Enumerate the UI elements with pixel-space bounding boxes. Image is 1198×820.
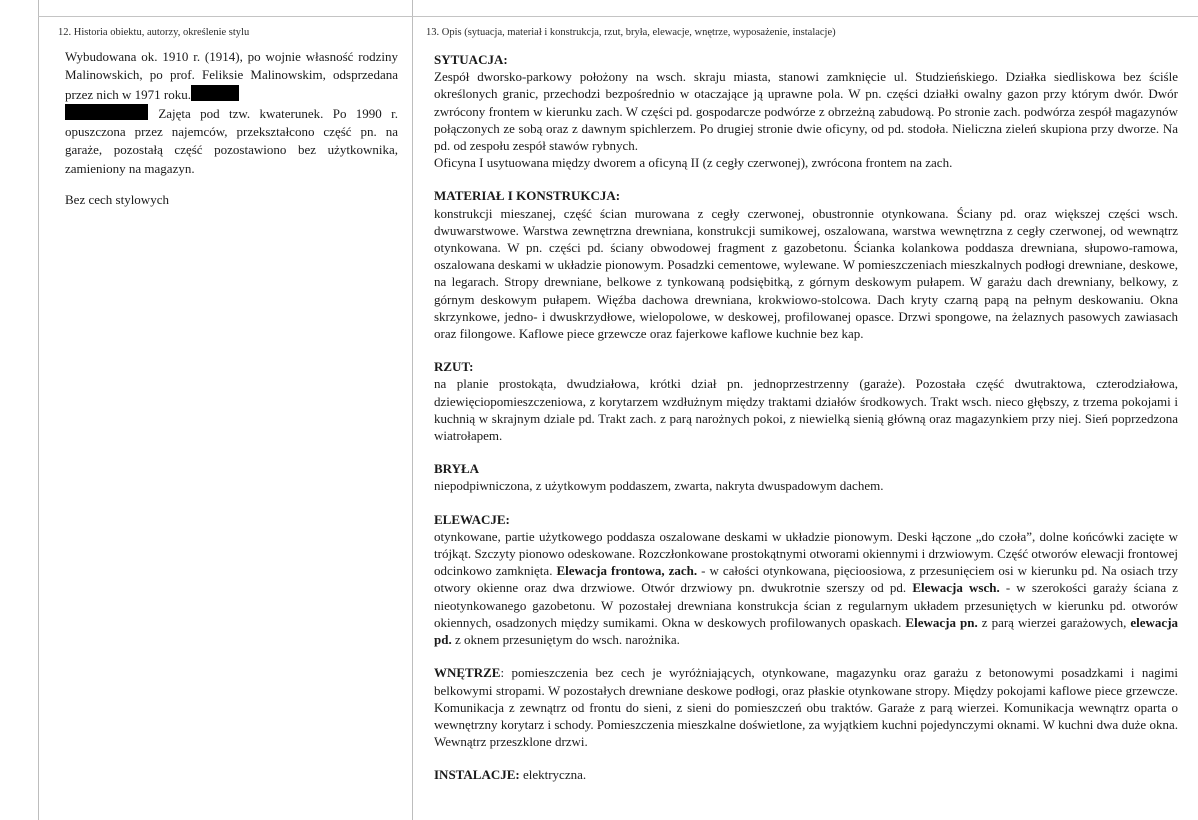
left-top-line	[38, 16, 413, 17]
bryla-heading: BRYŁA	[434, 461, 480, 477]
column-divider	[412, 0, 413, 820]
elewacje-part-1: otynkowane, partie użytkowego poddasza oszalowane deskami w układzie pionowym. Deski łączone „do czoła”, dolne końcówki zacięte w trójkąt. Szczyty pionowo odeskowane. Rozczłonkowane prostokątnymi otworami okiennymi i drzwiowym. Część otworów elewacji frontowej odcinkowo zamknięta.	[434, 528, 1178, 579]
material-text: konstrukcji mieszanej, część ścian murowana z cegły czerwonej, obustronnie otynkowana. Ściany pd. oraz większej części wsch. dwuwarstwowe. Warstwa zewnętrzna drewniana, konstrukcji sumikowej, oszalowana, warstwa wewnętrzna z cegły czerwonej, od wewnątrz otynkowana. W pn. części pd. ściany obwodowej fragment z gazobetonu. Ścianka kolankowa poddasza drewniana, słupowo-ramowa, oszalowana deskami w układzie pionowym. Posadzki cementowe, wylewane. W pomieszczeniach mieszkalnych podłogi drewniane, deskowe, na legarach. Stropy drewniane, belkowe z tynkowaną podsiębitką, z górnym deskowym pułapem. W garażu dach drewniany, belkowy, z górnym deskowym pułapem. Więźba dachowa drewniana, krokwiowo-stolcowa. Dach kryty czarną papą na pełnym deskowaniu. Okna skrzynkowe, jedno- i dwuskrzydłowe, wielopolowe, w deskowej, profilowanej opasce. Drzwi spongowe, na żelaznych pasowych zawiasach oraz filongowe. Kaflowe piece grzewcze oraz fajerkowe kaflowe kuchnie bez kap.	[434, 205, 1178, 342]
rzut-heading: RZUT:	[434, 359, 474, 375]
elewacje-text	[434, 528, 1178, 648]
history-column	[58, 26, 398, 209]
description-header: 13. Opis (sytuacja, materiał i konstrukcja, rzut, bryła, elewacje, wnętrze, wyposażenie, instalacje)	[426, 27, 836, 38]
history-part-2: Zajęta pod tzw. kwaterunek. Po 1990 r. opuszczona przez najemców, przekształcono część pn. na garaże, pozostałą część pozostawiono bez użytkownika, zamieniony na magazyn.	[65, 105, 398, 176]
elewacja-pd-label: elewacja pd.	[434, 614, 1179, 648]
history-part-1: Wybudowana ok. 1910 r. (1914), po wojnie własność rodziny Malinowskich, po prof. Feliksie Malinowskim, odsprzedana przez nich w 1971 roku.	[65, 49, 398, 102]
rzut-text: na planie prostokąta, dwudziałowa, krótki dział pn. jednoprzestrzenny (garaże). Pozostała część dwutraktowa, czterodziałowa, dziewięciopomieszczeniowa, z korytarzem wzdłużnym między traktami działów środkowych. Trakt wsch. nieco głębszy, z trzema pokojami i kuchnią w skrajnym dziale pd. Trakt zach. z parą narożnych pokoi, z niewielką sienią główną oraz magazynkiem przy niej. Sień poprzedzona wiatrołapem.	[434, 376, 1178, 444]
elewacja-pn-label: Elewacja pn.	[905, 614, 978, 630]
sytuacja-text: Zespół dworsko-parkowy położony na wsch. skraju miasta, stanowi zamknięcie ul. Studzieńskiego. Działka siedliskowa bez ściśle określonych granic, przechodzi bezpośrednio w otaczające ją uprawne pola. W pn. części działki owalny gazon przy którym dwór. Dwór zwrócony frontem w kierunku zach. W części pd. gospodarcze podwórze z obrzeżną zabudową. Po stronie zach. podwórza zespół magazynów połączonych ze sobą oraz z dawnym spichlerzem. Po drugiej stronie dwie oficyny, od pd. stodoła. Nieliczna zieleń skupiona przy dworze. Na pd. od zespołu zespół stawów rybnych.	[434, 69, 1178, 154]
description-text	[434, 51, 1178, 784]
instalacje-text: elektryczna.	[519, 767, 587, 783]
history-text	[65, 48, 398, 209]
elewacje-part-5: z oknem przesuniętym do wsch. narożnika.	[454, 632, 680, 648]
elewacje-part-2: - w całości otynkowana, pięcioosiowa, z przesunięciem osi w kierunku pd. Na osiach trzy otwory okienne oraz dwa drzwiowe. Otwór drzwiowy pn. dwukrotnie szerszy od pd.	[434, 563, 1179, 596]
sytuacja-text-2: Oficyna I usytuowana między dworem a oficyną II (z cegły czerwonej), zwrócona frontem na zach.	[434, 155, 953, 171]
elewacje-heading: ELEWACJE:	[434, 511, 510, 527]
sytuacja-heading: SYTUACJA:	[434, 52, 508, 67]
elewacja-frontowa-label: Elewacja frontowa, zach.	[556, 563, 698, 579]
right-top-line	[413, 16, 1198, 17]
elewacja-wsch-label: Elewacja wsch.	[912, 580, 1000, 596]
redaction-box	[65, 104, 148, 120]
redaction-box	[191, 85, 239, 101]
material-heading: MATERIAŁ I KONSTRUKCJA:	[434, 188, 621, 204]
instalacje-paragraph	[434, 766, 1178, 783]
description-column	[426, 26, 1178, 784]
left-margin-line	[38, 0, 39, 820]
history-header: 12. Historia obiektu, autorzy, określenie stylu	[58, 27, 250, 38]
wnetrze-paragraph	[434, 664, 1178, 750]
elewacje-part-3: - w szerokości garaży ściana z nieotynkowanego gazobetonu. W pozostałej drewniana konstrukcja ścian z regularnym układem przesuniętych w kierunku pd. otworów okiennych, osadzonych między sumikami. Okna w deskowych profilowanych opaskach.	[434, 580, 1178, 630]
style-text: Bez cech stylowych	[65, 192, 169, 208]
history-paragraph	[65, 48, 398, 178]
wnetrze-heading: WNĘTRZE	[434, 665, 501, 681]
instalacje-heading: INSTALACJE:	[434, 767, 520, 783]
bryla-text: niepodpiwniczona, z użytkowym poddaszem, zwarta, nakryta dwuspadowym dachem.	[434, 478, 884, 494]
wnetrze-text: : pomieszczenia bez cech je wyróżniających, otynkowane, magazynku oraz garażu z betonowymi posadzkami i nagimi belkowymi stropami. W pozostałych drewniane deskowe podłogi, oraz płaskie otynkowane stropy. Między pokojami kaflowe piece grzewcze. Komunikacja z zewnątrz od frontu do sieni, z sieni do pomieszczeń obu traktów. Garaże z parą wierzei. Komunikacja wewnątrz oparta o wewnętrzny korytarz i schody. Pomieszczenia mieszkalne doświetlone, za wyjątkiem kuchni pojedynczymi oknami. W kuchni dwa duże okna. Wewnątrz przeszklone drzwi.	[434, 665, 1178, 750]
elewacje-part-4: z parą wierzei garażowych,	[981, 614, 1127, 630]
